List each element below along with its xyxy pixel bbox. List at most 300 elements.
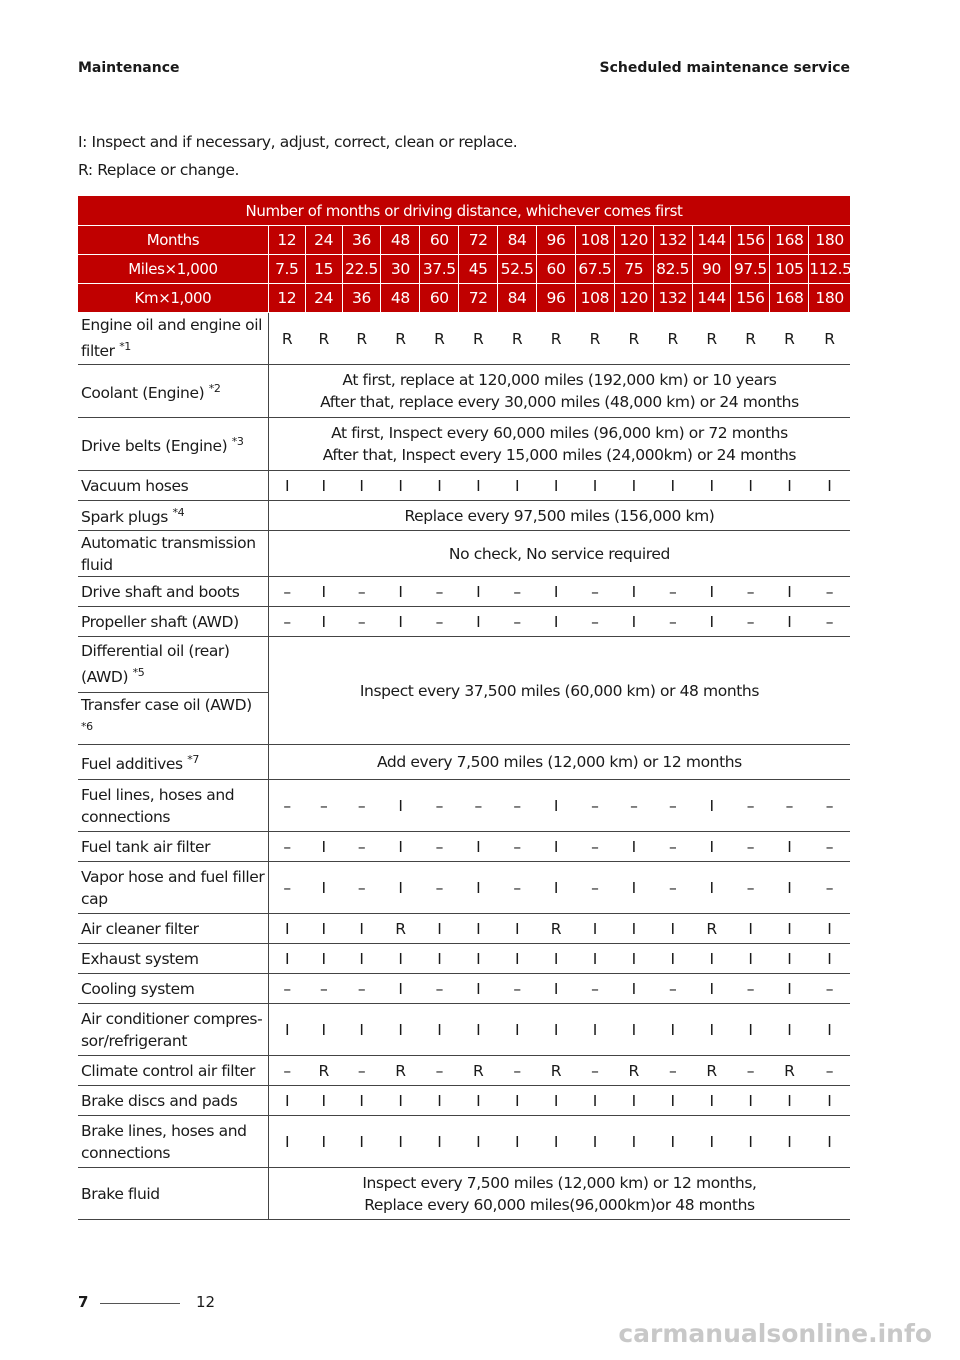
interval-value: 112.5: [809, 255, 850, 284]
service-instruction: [268, 418, 850, 471]
instruction-line: Add every 7,500 miles (12,000 km) or 12 months: [376, 753, 742, 771]
service-action: I: [420, 944, 459, 974]
service-action: I: [268, 1004, 305, 1056]
interval-row-months: [78, 226, 850, 255]
service-action: I: [459, 832, 498, 862]
service-item-name: [78, 693, 268, 745]
service-action: –: [420, 832, 459, 862]
service-action: –: [459, 780, 498, 832]
legend-replace: R: Replace or change.: [78, 161, 240, 179]
service-action: –: [653, 607, 692, 637]
service-action: I: [498, 1004, 537, 1056]
service-action: I: [614, 471, 653, 501]
watermark: carmanualsonline.info: [618, 1319, 932, 1348]
service-action: R: [770, 1056, 809, 1086]
service-action: I: [809, 471, 850, 501]
service-action: I: [731, 1004, 770, 1056]
service-action: –: [809, 607, 850, 637]
section-title: Maintenance: [78, 60, 180, 76]
service-action: I: [692, 832, 731, 862]
instruction-line: At first, replace at 120,000 miles (192,000 km) or 10 years: [342, 371, 777, 389]
service-item-label: Spark plugs: [81, 508, 168, 527]
service-action: –: [420, 1056, 459, 1086]
service-action: I: [614, 862, 653, 914]
service-action: I: [381, 1004, 420, 1056]
interval-value: 12: [268, 284, 305, 313]
service-action: I: [537, 944, 576, 974]
service-action: I: [459, 944, 498, 974]
service-action: I: [381, 577, 420, 607]
service-action: –: [653, 862, 692, 914]
interval-value: 72: [459, 284, 498, 313]
service-action: R: [692, 914, 731, 944]
interval-value: 96: [537, 284, 576, 313]
service-action: –: [498, 577, 537, 607]
service-item-label: Fuel additives: [81, 755, 183, 774]
service-action: –: [653, 780, 692, 832]
service-item-label: Cooling system: [81, 979, 195, 998]
service-action: I: [305, 944, 342, 974]
service-action: R: [575, 313, 614, 365]
table-row: [78, 577, 850, 607]
service-action: I: [770, 1004, 809, 1056]
service-action: –: [653, 577, 692, 607]
table-row: [78, 365, 850, 418]
service-action: –: [731, 780, 770, 832]
service-action: I: [420, 1116, 459, 1168]
service-action: I: [381, 1116, 420, 1168]
service-action: –: [575, 577, 614, 607]
service-action: I: [770, 1086, 809, 1116]
service-action: I: [498, 944, 537, 974]
service-action: –: [268, 607, 305, 637]
interval-label-miles: Miles×1,000: [78, 255, 268, 284]
chapter-number: 7: [78, 1293, 89, 1311]
service-action: I: [342, 914, 381, 944]
interval-value: 67.5: [575, 255, 614, 284]
service-item-name: [78, 365, 268, 418]
service-action: I: [770, 944, 809, 974]
table-row: [78, 501, 850, 531]
service-action: I: [537, 780, 576, 832]
service-action: I: [268, 471, 305, 501]
service-action: I: [305, 577, 342, 607]
interval-value: 132: [653, 226, 692, 255]
service-item-name: [78, 944, 268, 974]
service-action: I: [342, 1116, 381, 1168]
interval-value: 105: [770, 255, 809, 284]
service-action: –: [731, 832, 770, 862]
interval-row-km: [78, 284, 850, 313]
service-action: –: [342, 577, 381, 607]
instruction-line: Inspect every 37,500 miles (60,000 km) or 48 months: [359, 681, 760, 700]
service-action: –: [268, 780, 305, 832]
service-action: –: [731, 862, 770, 914]
service-action: I: [342, 1086, 381, 1116]
service-action: I: [614, 607, 653, 637]
service-action: R: [692, 1056, 731, 1086]
service-action: I: [459, 471, 498, 501]
page-number: 12: [196, 1293, 216, 1311]
interval-value: 48: [381, 226, 420, 255]
service-instruction: [268, 531, 850, 577]
table-row: [78, 418, 850, 471]
service-item-name: [78, 974, 268, 1004]
interval-value: 30: [381, 255, 420, 284]
service-action: –: [809, 862, 850, 914]
interval-value: 156: [731, 284, 770, 313]
service-action: I: [692, 607, 731, 637]
interval-value: 36: [342, 284, 381, 313]
service-item-label: Exhaust system: [81, 949, 199, 968]
service-action: I: [268, 1086, 305, 1116]
service-action: R: [268, 313, 305, 365]
interval-value: 156: [731, 226, 770, 255]
service-instruction: [268, 501, 850, 531]
service-action: I: [498, 914, 537, 944]
service-action: I: [770, 974, 809, 1004]
service-action: I: [498, 1086, 537, 1116]
service-action: –: [305, 780, 342, 832]
interval-label-km: Km×1,000: [78, 284, 268, 313]
interval-value: 48: [381, 284, 420, 313]
service-action: I: [459, 974, 498, 1004]
service-action: –: [498, 607, 537, 637]
service-action: I: [537, 832, 576, 862]
service-item-name: [78, 313, 268, 365]
service-action: –: [268, 974, 305, 1004]
service-item-label: Brake discs and pads: [81, 1091, 238, 1110]
service-action: I: [692, 471, 731, 501]
interval-value: 22.5: [342, 255, 381, 284]
interval-value: 45: [459, 255, 498, 284]
service-item-name: [78, 501, 268, 531]
service-item-name: [78, 471, 268, 501]
service-action: –: [420, 607, 459, 637]
service-action: –: [420, 780, 459, 832]
service-action: I: [653, 944, 692, 974]
service-action: I: [770, 1116, 809, 1168]
table-row: [78, 1086, 850, 1116]
service-action: I: [305, 862, 342, 914]
footnote-marker: *6: [81, 720, 93, 734]
service-action: I: [653, 471, 692, 501]
service-action: I: [381, 862, 420, 914]
service-action: –: [305, 974, 342, 1004]
interval-value: 37.5: [420, 255, 459, 284]
service-action: I: [692, 974, 731, 1004]
table-row: [78, 914, 850, 944]
table-row: [78, 745, 850, 780]
service-action: I: [692, 780, 731, 832]
service-action: I: [653, 1086, 692, 1116]
service-action: R: [692, 313, 731, 365]
interval-value: 75: [614, 255, 653, 284]
service-action: I: [305, 471, 342, 501]
service-action: I: [381, 780, 420, 832]
interval-value: 52.5: [498, 255, 537, 284]
service-action: I: [537, 862, 576, 914]
instruction-line: Inspect every 7,500 miles (12,000 km) or 12 months,: [362, 1173, 757, 1192]
service-item-label: Climate control air filter: [81, 1061, 255, 1080]
service-item-name: [78, 531, 268, 577]
service-action: I: [459, 862, 498, 914]
service-action: I: [614, 944, 653, 974]
footnote-marker: *7: [187, 752, 199, 766]
service-action: I: [770, 471, 809, 501]
service-action: I: [381, 974, 420, 1004]
service-item-label: Brake fluid: [81, 1184, 160, 1203]
service-action: –: [575, 607, 614, 637]
footer-rule: [100, 1303, 180, 1304]
service-action: –: [498, 1056, 537, 1086]
service-action: I: [459, 577, 498, 607]
service-action: R: [809, 313, 850, 365]
service-action: R: [342, 313, 381, 365]
service-action: I: [575, 1086, 614, 1116]
service-action: R: [305, 313, 342, 365]
service-action: I: [731, 1116, 770, 1168]
service-action: –: [268, 577, 305, 607]
service-action: I: [537, 577, 576, 607]
interval-value: 36: [342, 226, 381, 255]
service-item-name: [78, 914, 268, 944]
service-action: R: [305, 1056, 342, 1086]
service-action: I: [537, 1116, 576, 1168]
table-row: [78, 780, 850, 832]
service-action: I: [653, 1116, 692, 1168]
service-action: I: [770, 607, 809, 637]
service-action: –: [731, 577, 770, 607]
footnote-marker: *5: [132, 666, 145, 680]
service-action: I: [342, 1004, 381, 1056]
service-item-name: [78, 1168, 268, 1220]
interval-value: 96: [537, 226, 576, 255]
service-item-label: Coolant (Engine): [81, 384, 205, 403]
service-action: R: [731, 313, 770, 365]
service-action: I: [614, 974, 653, 1004]
service-action: R: [537, 313, 576, 365]
service-item-label: Drive belts (Engine): [81, 437, 228, 456]
service-action: I: [305, 607, 342, 637]
service-action: –: [809, 577, 850, 607]
service-action: R: [498, 313, 537, 365]
service-action: –: [731, 974, 770, 1004]
service-action: I: [420, 1004, 459, 1056]
table-row: [78, 1004, 850, 1056]
service-item-label: Fuel lines, hoses and connections: [81, 785, 235, 826]
service-action: I: [498, 1116, 537, 1168]
service-action: I: [305, 1086, 342, 1116]
service-item-label: Automatic transmission fluid: [81, 533, 256, 574]
service-action: I: [342, 944, 381, 974]
service-action: –: [653, 832, 692, 862]
interval-row-miles: [78, 255, 850, 284]
table-row: [78, 531, 850, 577]
service-action: –: [268, 1056, 305, 1086]
service-action: –: [809, 780, 850, 832]
service-action: I: [537, 1086, 576, 1116]
service-item-label: Air conditioner compres-sor/refrigerant: [81, 1009, 263, 1050]
service-item-name: [78, 1116, 268, 1168]
service-action: I: [305, 832, 342, 862]
service-action: –: [575, 780, 614, 832]
interval-value: 84: [498, 284, 537, 313]
service-action: I: [653, 1004, 692, 1056]
service-action: I: [459, 607, 498, 637]
service-action: –: [809, 1056, 850, 1086]
interval-value: 60: [420, 284, 459, 313]
table-row: [78, 862, 850, 914]
service-action: I: [692, 862, 731, 914]
service-action: I: [268, 944, 305, 974]
service-action: –: [575, 862, 614, 914]
service-action: –: [342, 1056, 381, 1086]
service-item-label: Transfer case oil (AWD): [81, 696, 252, 715]
service-item-label: Engine oil and engine oil filter: [81, 316, 263, 361]
service-action: I: [305, 1116, 342, 1168]
service-action: I: [770, 914, 809, 944]
service-action: –: [498, 780, 537, 832]
service-action: –: [268, 862, 305, 914]
service-action: I: [575, 914, 614, 944]
service-action: R: [420, 313, 459, 365]
service-action: I: [420, 471, 459, 501]
service-action: I: [498, 471, 537, 501]
service-item-name: [78, 1086, 268, 1116]
service-instruction: [268, 1168, 850, 1220]
service-action: –: [770, 780, 809, 832]
service-action: I: [575, 1116, 614, 1168]
service-action: R: [614, 313, 653, 365]
service-action: I: [731, 471, 770, 501]
service-item-label: Vapor hose and fuel filler cap: [81, 867, 265, 908]
service-action: I: [731, 944, 770, 974]
service-action: I: [381, 1086, 420, 1116]
service-action: I: [731, 1086, 770, 1116]
service-action: –: [498, 862, 537, 914]
service-action: I: [692, 1086, 731, 1116]
service-action: I: [770, 862, 809, 914]
service-action: I: [614, 914, 653, 944]
service-action: I: [537, 1004, 576, 1056]
service-item-name: [78, 418, 268, 471]
service-action: I: [305, 1004, 342, 1056]
table-row: [78, 1116, 850, 1168]
table-row: [78, 1056, 850, 1086]
service-action: R: [459, 1056, 498, 1086]
service-action: I: [809, 1116, 850, 1168]
table-row: [78, 637, 850, 693]
service-action: I: [809, 944, 850, 974]
service-item-name: [78, 637, 268, 693]
service-action: I: [653, 914, 692, 944]
service-action: I: [809, 1086, 850, 1116]
interval-value: 180: [809, 284, 850, 313]
interval-value: 82.5: [653, 255, 692, 284]
interval-value: 97.5: [731, 255, 770, 284]
service-action: I: [692, 1116, 731, 1168]
service-action: –: [614, 780, 653, 832]
service-action: –: [731, 607, 770, 637]
service-action: I: [459, 1086, 498, 1116]
service-action: I: [381, 471, 420, 501]
table-row: [78, 944, 850, 974]
service-instruction: [268, 365, 850, 418]
interval-value: 15: [305, 255, 342, 284]
interval-value: 60: [420, 226, 459, 255]
service-action: I: [614, 1116, 653, 1168]
service-action: –: [809, 974, 850, 1004]
service-action: I: [692, 577, 731, 607]
interval-value: 168: [770, 284, 809, 313]
service-instruction: [268, 745, 850, 780]
service-item-label: Vacuum hoses: [81, 476, 189, 495]
interval-value: 120: [614, 284, 653, 313]
service-action: I: [420, 1086, 459, 1116]
service-action: I: [342, 471, 381, 501]
service-action: –: [653, 974, 692, 1004]
service-action: –: [498, 832, 537, 862]
service-item-name: [78, 1004, 268, 1056]
interval-value: 24: [305, 226, 342, 255]
service-action: I: [770, 577, 809, 607]
service-action: I: [614, 832, 653, 862]
interval-value: 60: [537, 255, 576, 284]
service-item-label: Air cleaner filter: [81, 919, 199, 938]
interval-value: 84: [498, 226, 537, 255]
service-action: –: [420, 862, 459, 914]
interval-value: 180: [809, 226, 850, 255]
interval-value: 132: [653, 284, 692, 313]
table-title: Number of months or driving distance, whichever comes first: [78, 196, 850, 226]
service-action: I: [381, 607, 420, 637]
service-action: R: [381, 313, 420, 365]
service-item-label: Propeller shaft (AWD): [81, 612, 239, 631]
service-action: –: [342, 832, 381, 862]
service-item-label: Brake lines, hoses and connections: [81, 1121, 247, 1162]
interval-value: 12: [268, 226, 305, 255]
service-action: –: [498, 974, 537, 1004]
service-action: I: [770, 832, 809, 862]
service-action: –: [575, 832, 614, 862]
service-action: I: [459, 1116, 498, 1168]
table-row: [78, 607, 850, 637]
service-action: I: [268, 914, 305, 944]
table-header-title-row: [78, 196, 850, 226]
service-item-name: [78, 745, 268, 780]
service-action: –: [575, 1056, 614, 1086]
service-item-name: [78, 607, 268, 637]
service-action: R: [381, 1056, 420, 1086]
instruction-line: No check, No service required: [448, 544, 670, 563]
service-action: R: [653, 313, 692, 365]
service-action: I: [692, 1004, 731, 1056]
service-action: I: [305, 914, 342, 944]
interval-value: 120: [614, 226, 653, 255]
service-action: –: [342, 607, 381, 637]
instruction-line: Replace every 60,000 miles(96,000km)or 48 months: [364, 1195, 755, 1214]
service-action: –: [342, 862, 381, 914]
service-action: I: [614, 577, 653, 607]
instruction-line: After that, replace every 30,000 miles (48,000 km) or 24 months: [320, 393, 799, 411]
footnote-marker: *2: [208, 381, 221, 395]
service-action: I: [614, 1086, 653, 1116]
service-action: R: [537, 914, 576, 944]
service-item-name: [78, 577, 268, 607]
service-action: I: [614, 1004, 653, 1056]
service-action: R: [770, 313, 809, 365]
